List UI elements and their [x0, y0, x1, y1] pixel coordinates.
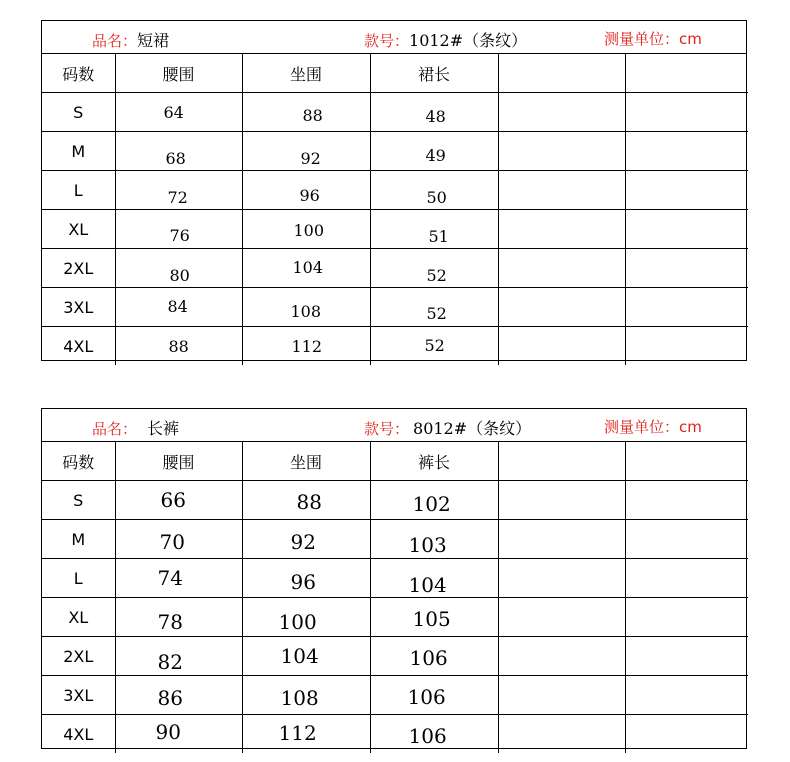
header-size: 码数	[42, 442, 115, 481]
waist-cell: 90	[155, 720, 181, 744]
product-field	[92, 28, 169, 51]
hip-cell: 104	[292, 258, 324, 277]
size-chart-skirt	[41, 20, 747, 361]
unit-label: 测量单位：cm	[604, 30, 702, 48]
size-cell: XL	[42, 598, 115, 637]
header-length: 裙长	[370, 54, 498, 93]
waist-cell: 80	[169, 266, 190, 285]
length-cell: 52	[426, 266, 447, 285]
empty-cell	[625, 637, 748, 676]
waist-cell: 72	[167, 188, 188, 207]
table-row	[42, 171, 748, 210]
waist-cell: 70	[159, 530, 185, 554]
empty-cell	[498, 559, 625, 598]
hip-cell: 108	[280, 686, 319, 710]
size-cell: M	[42, 132, 115, 171]
empty-cell	[625, 598, 748, 637]
length-cell: 50	[426, 188, 447, 207]
table-row	[42, 481, 748, 520]
length-cell: 48	[425, 107, 446, 126]
empty-cell	[498, 132, 625, 171]
table-row	[42, 288, 748, 327]
empty-cell	[625, 132, 748, 171]
empty-cell	[625, 93, 748, 132]
hip-cell: 112	[291, 337, 323, 356]
empty-cell	[498, 171, 625, 210]
waist-cell: 66	[160, 488, 186, 512]
header-hip: 坐围	[242, 442, 370, 481]
length-cell: 106	[409, 646, 448, 670]
hip-cell: 88	[296, 490, 322, 514]
empty-cell	[625, 327, 748, 366]
empty-cell	[625, 171, 748, 210]
hip-cell: 100	[293, 221, 325, 240]
length-cell: 49	[425, 146, 446, 165]
table-row	[42, 598, 748, 637]
size-cell: S	[42, 481, 115, 520]
size-table	[42, 54, 748, 365]
size-cell: L	[42, 559, 115, 598]
size-cell: 3XL	[42, 288, 115, 327]
style-label: 款号：	[364, 32, 410, 50]
size-cell: M	[42, 520, 115, 559]
empty-cell	[498, 288, 625, 327]
size-cell: 3XL	[42, 676, 115, 715]
table-row	[42, 637, 748, 676]
waist-cell: 74	[157, 566, 183, 590]
product-label: 品名：	[92, 32, 138, 50]
header-hip: 坐围	[242, 54, 370, 93]
size-chart-pants	[41, 408, 747, 749]
column-header-row	[42, 442, 748, 481]
length-cell: 52	[424, 336, 445, 355]
hip-cell: 100	[278, 610, 317, 634]
empty-cell	[625, 288, 748, 327]
empty-cell	[625, 715, 748, 754]
product-field	[92, 416, 179, 439]
empty-cell	[625, 210, 748, 249]
size-cell: L	[42, 171, 115, 210]
header-waist: 腰围	[115, 442, 242, 481]
waist-cell: 88	[168, 337, 189, 356]
product-name: 长裤	[147, 419, 180, 438]
length-cell: 103	[408, 533, 447, 557]
table-row	[42, 676, 748, 715]
header-size: 码数	[42, 54, 115, 93]
empty-cell	[498, 637, 625, 676]
empty-cell	[498, 598, 625, 637]
size-cell: 2XL	[42, 249, 115, 288]
length-cell: 52	[426, 304, 447, 323]
length-cell: 105	[412, 607, 451, 631]
empty-cell	[498, 442, 625, 481]
style-value: 8012#（条纹）	[413, 419, 532, 438]
length-cell: 102	[412, 492, 451, 516]
waist-cell: 84	[167, 297, 188, 316]
style-field	[364, 416, 531, 439]
waist-cell: 76	[169, 226, 190, 245]
size-cell: S	[42, 93, 115, 132]
empty-cell	[498, 327, 625, 366]
product-name: 短裙	[137, 31, 170, 50]
size-table	[42, 442, 748, 753]
table-row	[42, 132, 748, 171]
empty-cell	[625, 676, 748, 715]
length-cell: 51	[428, 227, 449, 246]
table-row	[42, 327, 748, 366]
empty-cell	[625, 442, 748, 481]
empty-cell	[625, 249, 748, 288]
size-cell: XL	[42, 210, 115, 249]
hip-cell: 112	[278, 721, 317, 745]
hip-cell: 88	[302, 106, 323, 125]
waist-cell: 82	[157, 650, 183, 674]
hip-cell: 96	[299, 186, 320, 205]
table-row	[42, 715, 748, 754]
style-label: 款号：	[364, 420, 410, 438]
table-row	[42, 93, 748, 132]
hip-cell: 92	[300, 149, 321, 168]
table-row	[42, 210, 748, 249]
hip-cell: 108	[290, 302, 322, 321]
hip-cell: 96	[290, 570, 316, 594]
empty-cell	[498, 249, 625, 288]
empty-cell	[498, 481, 625, 520]
size-cell: 2XL	[42, 637, 115, 676]
waist-cell: 78	[157, 610, 183, 634]
table-row	[42, 249, 748, 288]
style-value: 1012#（条纹）	[409, 31, 528, 50]
empty-cell	[498, 210, 625, 249]
header-length: 裤长	[370, 442, 498, 481]
empty-cell	[625, 54, 748, 93]
waist-cell: 64	[163, 103, 184, 122]
hip-cell: 104	[280, 644, 319, 668]
column-header-row	[42, 54, 748, 93]
empty-cell	[625, 481, 748, 520]
empty-cell	[498, 54, 625, 93]
waist-cell: 86	[157, 686, 183, 710]
table-header-row	[42, 409, 746, 442]
header-waist: 腰围	[115, 54, 242, 93]
table-row	[42, 520, 748, 559]
size-cell: 4XL	[42, 715, 115, 754]
empty-cell	[498, 676, 625, 715]
empty-cell	[498, 715, 625, 754]
table-row	[42, 559, 748, 598]
length-cell: 104	[408, 573, 447, 597]
hip-cell: 92	[290, 530, 316, 554]
empty-cell	[625, 520, 748, 559]
length-cell: 106	[407, 685, 446, 709]
size-cell: 4XL	[42, 327, 115, 366]
empty-cell	[498, 93, 625, 132]
style-field	[364, 28, 527, 51]
table-header-row	[42, 21, 746, 54]
unit-label: 测量单位：cm	[604, 418, 702, 436]
waist-cell: 68	[165, 149, 186, 168]
product-label: 品名：	[92, 420, 138, 438]
length-cell: 106	[408, 724, 447, 748]
empty-cell	[625, 559, 748, 598]
empty-cell	[498, 520, 625, 559]
